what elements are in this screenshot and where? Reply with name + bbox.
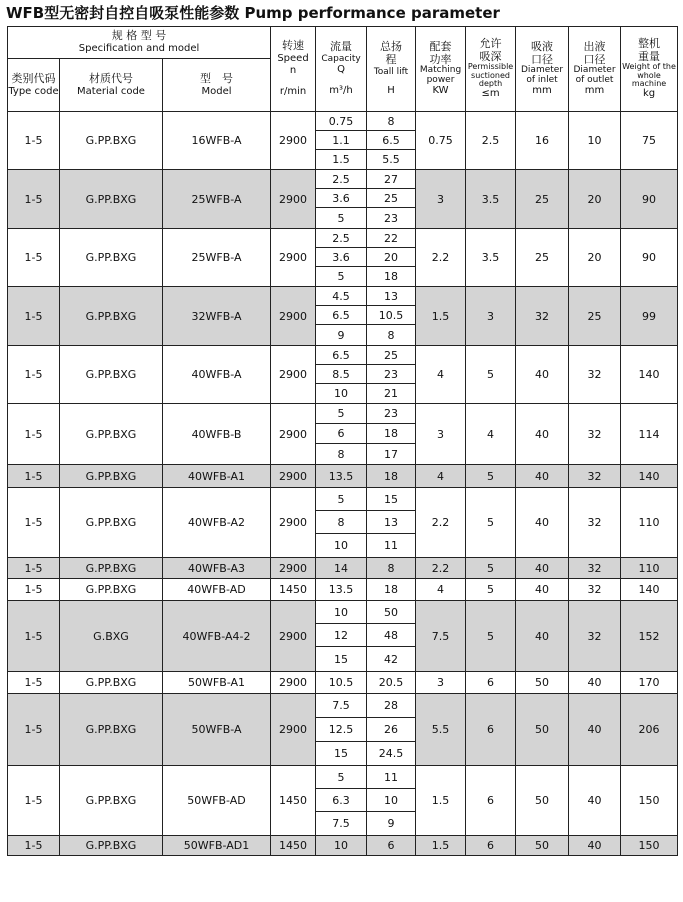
material-code-cell: G.PP.BXG xyxy=(60,836,163,856)
outlet-diameter-cell: 32 xyxy=(569,601,621,672)
capacity-cell: 6.5 xyxy=(316,346,367,365)
capacity-cell: 15 xyxy=(316,742,367,766)
speed-header: 转速 Speed n r/min xyxy=(271,27,316,112)
capacity-cell: 8.5 xyxy=(316,365,367,384)
suction-depth-cell: 2.5 xyxy=(466,112,516,170)
lift-cell: 15 xyxy=(367,488,416,511)
lift-cell: 5.5 xyxy=(367,150,416,170)
table-row xyxy=(8,601,678,624)
suction-depth-cell: 6 xyxy=(466,766,516,836)
capacity-cell: 10 xyxy=(316,601,367,624)
lift-cell: 23 xyxy=(367,404,416,424)
lift-cell: 18 xyxy=(367,267,416,287)
outlet-diameter-cell: 20 xyxy=(569,170,621,229)
capacity-cell: 10 xyxy=(316,384,367,404)
inlet-diameter-cell: 40 xyxy=(516,346,569,404)
speed-cell: 1450 xyxy=(271,836,316,856)
weight-cell: 206 xyxy=(621,694,678,766)
weight-cell: 110 xyxy=(621,488,678,558)
material-code-cell: G.PP.BXG xyxy=(60,766,163,836)
speed-cell: 2900 xyxy=(271,694,316,766)
lift-cell: 11 xyxy=(367,766,416,789)
table-row xyxy=(8,465,678,488)
table-row xyxy=(8,558,678,579)
capacity-cell: 12 xyxy=(316,624,367,647)
model-cell: 40WFB-AD xyxy=(163,579,271,601)
power-cell: 4 xyxy=(416,465,466,488)
type-code-cell: 1-5 xyxy=(8,579,60,601)
capacity-cell: 2.5 xyxy=(316,170,367,189)
speed-cell: 2900 xyxy=(271,404,316,465)
model-cell: 25WFB-A xyxy=(163,170,271,229)
power-cell: 1.5 xyxy=(416,287,466,346)
speed-cell: 1450 xyxy=(271,766,316,836)
capacity-cell: 1.1 xyxy=(316,131,367,150)
outlet-diameter-cell: 40 xyxy=(569,836,621,856)
table-row xyxy=(8,766,678,789)
model-cell: 50WFB-AD xyxy=(163,766,271,836)
suction-depth-cell: 3.5 xyxy=(466,170,516,229)
capacity-cell: 10.5 xyxy=(316,672,367,694)
model-cell: 40WFB-A xyxy=(163,346,271,404)
speed-cell: 2900 xyxy=(271,488,316,558)
inlet-header: 吸液口径 Diameter of inlet mm xyxy=(516,27,569,112)
weight-cell: 152 xyxy=(621,601,678,672)
capacity-cell: 13.5 xyxy=(316,579,367,601)
capacity-cell: 14 xyxy=(316,558,367,579)
lift-cell: 6.5 xyxy=(367,131,416,150)
suction-depth-cell: 5 xyxy=(466,601,516,672)
type-code-cell: 1-5 xyxy=(8,558,60,579)
capacity-cell: 5 xyxy=(316,488,367,511)
type-code-cell: 1-5 xyxy=(8,465,60,488)
power-cell: 0.75 xyxy=(416,112,466,170)
weight-cell: 170 xyxy=(621,672,678,694)
capacity-cell: 9 xyxy=(316,325,367,346)
capacity-cell: 2.5 xyxy=(316,229,367,248)
type-code-cell: 1-5 xyxy=(8,601,60,672)
material-code-cell: G.PP.BXG xyxy=(60,229,163,287)
speed-cell: 2900 xyxy=(271,112,316,170)
capacity-cell: 7.5 xyxy=(316,694,367,718)
power-cell: 3 xyxy=(416,404,466,465)
suction-depth-cell: 5 xyxy=(466,558,516,579)
power-cell: 1.5 xyxy=(416,766,466,836)
speed-cell: 2900 xyxy=(271,601,316,672)
lift-cell: 18 xyxy=(367,465,416,488)
type-code-cell: 1-5 xyxy=(8,766,60,836)
weight-header: 整机重量 Weight of the whole machine kg xyxy=(621,27,678,112)
lift-cell: 11 xyxy=(367,534,416,558)
lift-cell: 18 xyxy=(367,424,416,444)
lift-cell: 8 xyxy=(367,325,416,346)
power-header: 配套功率 Matching power KW xyxy=(416,27,466,112)
suction-depth-cell: 5 xyxy=(466,579,516,601)
model-cell: 40WFB-B xyxy=(163,404,271,465)
power-cell: 4 xyxy=(416,579,466,601)
inlet-diameter-cell: 25 xyxy=(516,229,569,287)
lift-cell: 6 xyxy=(367,836,416,856)
suction-depth-cell: 5 xyxy=(466,488,516,558)
table-row xyxy=(8,488,678,511)
outlet-diameter-cell: 10 xyxy=(569,112,621,170)
table-body xyxy=(8,112,678,856)
inlet-diameter-cell: 25 xyxy=(516,170,569,229)
capacity-header: 流量 Capacity Q m³/h xyxy=(316,27,367,112)
outlet-diameter-cell: 25 xyxy=(569,287,621,346)
model-cell: 25WFB-A xyxy=(163,229,271,287)
lift-cell: 10.5 xyxy=(367,306,416,325)
model-cell: 50WFB-A1 xyxy=(163,672,271,694)
performance-table xyxy=(7,26,678,856)
outlet-diameter-cell: 40 xyxy=(569,672,621,694)
inlet-diameter-cell: 40 xyxy=(516,465,569,488)
type-code-cell: 1-5 xyxy=(8,488,60,558)
capacity-cell: 10 xyxy=(316,836,367,856)
speed-cell: 2900 xyxy=(271,170,316,229)
outlet-diameter-cell: 32 xyxy=(569,579,621,601)
type-code-cell: 1-5 xyxy=(8,112,60,170)
lift-cell: 22 xyxy=(367,229,416,248)
lift-cell: 20.5 xyxy=(367,672,416,694)
capacity-cell: 6.5 xyxy=(316,306,367,325)
table-row xyxy=(8,170,678,189)
type-code-cell: 1-5 xyxy=(8,672,60,694)
capacity-cell: 0.75 xyxy=(316,112,367,131)
suction-depth-cell: 5 xyxy=(466,465,516,488)
capacity-cell: 13.5 xyxy=(316,465,367,488)
table-row xyxy=(8,836,678,856)
weight-cell: 140 xyxy=(621,346,678,404)
inlet-diameter-cell: 50 xyxy=(516,694,569,766)
lift-cell: 13 xyxy=(367,511,416,534)
table-row xyxy=(8,229,678,248)
type-code-cell: 1-5 xyxy=(8,346,60,404)
capacity-cell: 8 xyxy=(316,511,367,534)
lift-cell: 48 xyxy=(367,624,416,647)
capacity-cell: 6.3 xyxy=(316,789,367,812)
lift-cell: 13 xyxy=(367,287,416,306)
capacity-cell: 6 xyxy=(316,424,367,444)
lift-cell: 20 xyxy=(367,248,416,267)
weight-cell: 140 xyxy=(621,579,678,601)
lift-cell: 23 xyxy=(367,208,416,229)
material-code-cell: G.PP.BXG xyxy=(60,465,163,488)
power-cell: 5.5 xyxy=(416,694,466,766)
material-code-cell: G.BXG xyxy=(60,601,163,672)
type-code-cell: 1-5 xyxy=(8,170,60,229)
table-row xyxy=(8,287,678,306)
inlet-diameter-cell: 40 xyxy=(516,488,569,558)
suction-depth-cell: 3.5 xyxy=(466,229,516,287)
speed-cell: 2900 xyxy=(271,465,316,488)
outlet-diameter-cell: 40 xyxy=(569,694,621,766)
lift-cell: 42 xyxy=(367,647,416,672)
weight-cell: 150 xyxy=(621,836,678,856)
model-header: 型 号 Model xyxy=(163,59,271,112)
inlet-diameter-cell: 40 xyxy=(516,579,569,601)
capacity-cell: 3.6 xyxy=(316,189,367,208)
weight-cell: 110 xyxy=(621,558,678,579)
lift-cell: 25 xyxy=(367,189,416,208)
material-code-cell: G.PP.BXG xyxy=(60,404,163,465)
outlet-diameter-cell: 32 xyxy=(569,346,621,404)
suction-depth-cell: 5 xyxy=(466,346,516,404)
table-row xyxy=(8,579,678,601)
model-cell: 50WFB-A xyxy=(163,694,271,766)
lift-cell: 18 xyxy=(367,579,416,601)
capacity-cell: 5 xyxy=(316,404,367,424)
model-cell: 40WFB-A4-2 xyxy=(163,601,271,672)
lift-cell: 8 xyxy=(367,112,416,131)
power-cell: 7.5 xyxy=(416,601,466,672)
model-cell: 40WFB-A1 xyxy=(163,465,271,488)
table-row xyxy=(8,346,678,365)
lift-cell: 23 xyxy=(367,365,416,384)
type-code-cell: 1-5 xyxy=(8,229,60,287)
power-cell: 2.2 xyxy=(416,488,466,558)
weight-cell: 99 xyxy=(621,287,678,346)
model-cell: 50WFB-AD1 xyxy=(163,836,271,856)
material-code-cell: G.PP.BXG xyxy=(60,287,163,346)
table-row xyxy=(8,694,678,718)
lift-cell: 8 xyxy=(367,558,416,579)
material-code-cell: G.PP.BXG xyxy=(60,694,163,766)
outlet-diameter-cell: 32 xyxy=(569,404,621,465)
weight-cell: 140 xyxy=(621,465,678,488)
inlet-diameter-cell: 50 xyxy=(516,766,569,836)
type-code-header: 类别代码 Type code xyxy=(8,59,60,112)
type-code-cell: 1-5 xyxy=(8,836,60,856)
material-code-header: 材质代号 Material code xyxy=(60,59,163,112)
outlet-diameter-cell: 32 xyxy=(569,558,621,579)
lift-cell: 21 xyxy=(367,384,416,404)
suction-depth-cell: 6 xyxy=(466,672,516,694)
speed-cell: 2900 xyxy=(271,346,316,404)
capacity-cell: 5 xyxy=(316,208,367,229)
outlet-diameter-cell: 32 xyxy=(569,488,621,558)
model-cell: 16WFB-A xyxy=(163,112,271,170)
lift-cell: 50 xyxy=(367,601,416,624)
material-code-cell: G.PP.BXG xyxy=(60,558,163,579)
weight-cell: 90 xyxy=(621,170,678,229)
capacity-cell: 5 xyxy=(316,267,367,287)
type-code-cell: 1-5 xyxy=(8,287,60,346)
power-cell: 3 xyxy=(416,672,466,694)
inlet-diameter-cell: 50 xyxy=(516,836,569,856)
model-cell: 40WFB-A2 xyxy=(163,488,271,558)
outlet-diameter-cell: 40 xyxy=(569,766,621,836)
lift-cell: 9 xyxy=(367,812,416,836)
lift-cell: 25 xyxy=(367,346,416,365)
power-cell: 2.2 xyxy=(416,229,466,287)
suction-header: 允许吸深 Permissible suctioned depth ≤m xyxy=(466,27,516,112)
table-row xyxy=(8,112,678,131)
lift-cell: 28 xyxy=(367,694,416,718)
material-code-cell: G.PP.BXG xyxy=(60,488,163,558)
suction-depth-cell: 6 xyxy=(466,836,516,856)
table-row xyxy=(8,404,678,424)
speed-cell: 2900 xyxy=(271,672,316,694)
capacity-cell: 12.5 xyxy=(316,718,367,742)
lift-cell: 10 xyxy=(367,789,416,812)
page-title: WFB型无密封自控自吸泵性能参数 Pump performance parameter xyxy=(6,4,500,22)
speed-cell: 2900 xyxy=(271,558,316,579)
lift-cell: 17 xyxy=(367,444,416,465)
model-cell: 40WFB-A3 xyxy=(163,558,271,579)
model-cell: 32WFB-A xyxy=(163,287,271,346)
outlet-diameter-cell: 20 xyxy=(569,229,621,287)
table-row xyxy=(8,672,678,694)
inlet-diameter-cell: 40 xyxy=(516,404,569,465)
power-cell: 4 xyxy=(416,346,466,404)
lift-header: 总扬程 Toall lift H xyxy=(367,27,416,112)
material-code-cell: G.PP.BXG xyxy=(60,579,163,601)
suction-depth-cell: 4 xyxy=(466,404,516,465)
material-code-cell: G.PP.BXG xyxy=(60,346,163,404)
speed-cell: 2900 xyxy=(271,229,316,287)
capacity-cell: 7.5 xyxy=(316,812,367,836)
suction-depth-cell: 6 xyxy=(466,694,516,766)
inlet-diameter-cell: 32 xyxy=(516,287,569,346)
material-code-cell: G.PP.BXG xyxy=(60,170,163,229)
inlet-diameter-cell: 16 xyxy=(516,112,569,170)
capacity-cell: 10 xyxy=(316,534,367,558)
inlet-diameter-cell: 40 xyxy=(516,558,569,579)
speed-cell: 2900 xyxy=(271,287,316,346)
inlet-diameter-cell: 40 xyxy=(516,601,569,672)
capacity-cell: 5 xyxy=(316,766,367,789)
speed-cell: 1450 xyxy=(271,579,316,601)
capacity-cell: 4.5 xyxy=(316,287,367,306)
lift-cell: 26 xyxy=(367,718,416,742)
weight-cell: 90 xyxy=(621,229,678,287)
material-code-cell: G.PP.BXG xyxy=(60,112,163,170)
inlet-diameter-cell: 50 xyxy=(516,672,569,694)
lift-cell: 27 xyxy=(367,170,416,189)
outlet-diameter-cell: 32 xyxy=(569,465,621,488)
capacity-cell: 3.6 xyxy=(316,248,367,267)
power-cell: 3 xyxy=(416,170,466,229)
type-code-cell: 1-5 xyxy=(8,404,60,465)
lift-cell: 24.5 xyxy=(367,742,416,766)
outlet-header: 出液口径 Diameter of outlet mm xyxy=(569,27,621,112)
capacity-cell: 15 xyxy=(316,647,367,672)
material-code-cell: G.PP.BXG xyxy=(60,672,163,694)
spec-header: 规 格 型 号 Specification and model xyxy=(8,27,271,59)
weight-cell: 75 xyxy=(621,112,678,170)
type-code-cell: 1-5 xyxy=(8,694,60,766)
weight-cell: 150 xyxy=(621,766,678,836)
power-cell: 2.2 xyxy=(416,558,466,579)
capacity-cell: 1.5 xyxy=(316,150,367,170)
capacity-cell: 8 xyxy=(316,444,367,465)
power-cell: 1.5 xyxy=(416,836,466,856)
weight-cell: 114 xyxy=(621,404,678,465)
suction-depth-cell: 3 xyxy=(466,287,516,346)
